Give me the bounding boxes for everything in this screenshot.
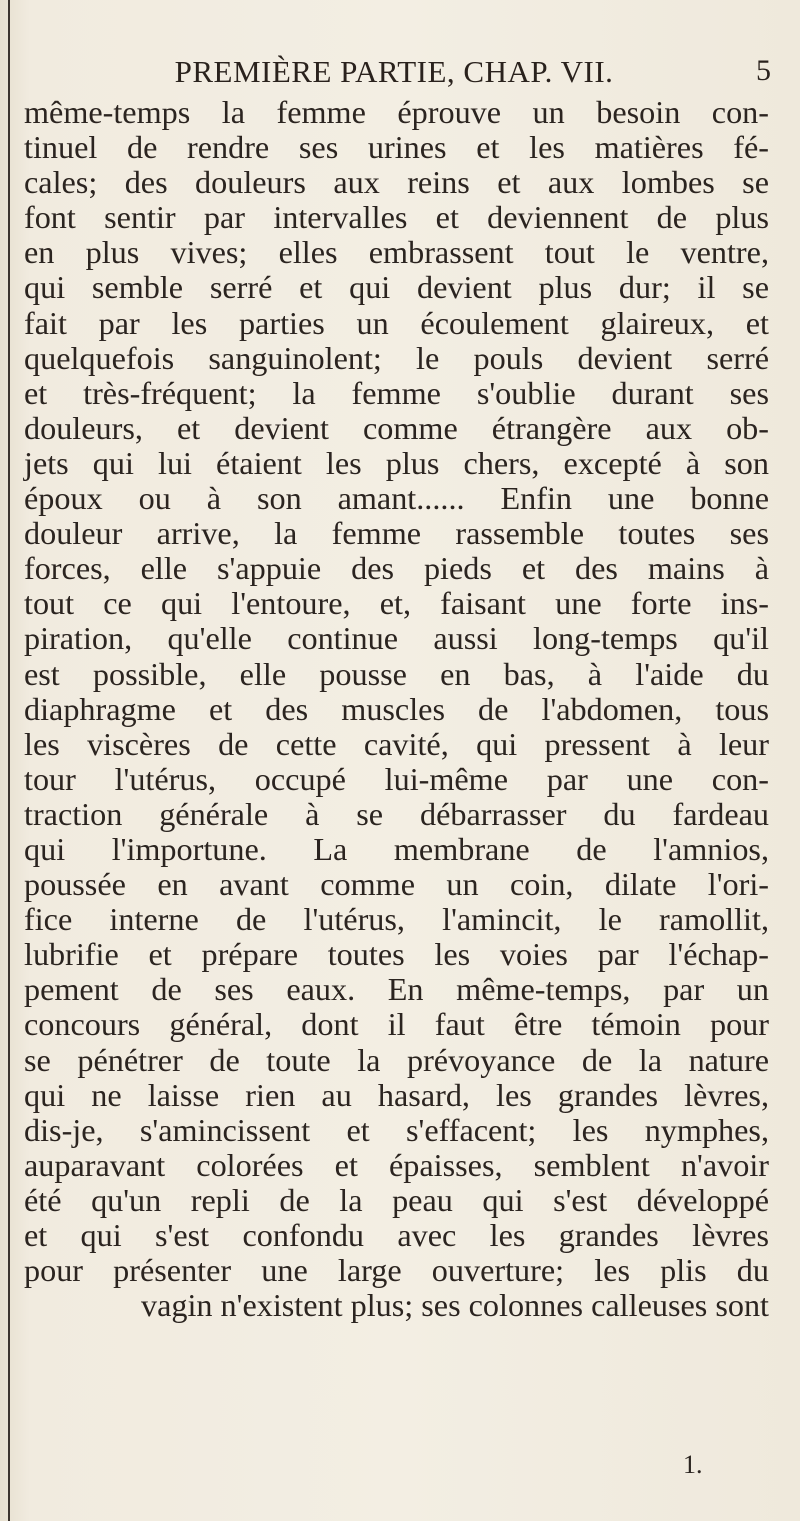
text-line: douleur arrive, la femme rassemble toutes ses (24, 515, 769, 552)
text-line: concours général, dont il faut être témoin pour (24, 1006, 769, 1043)
text-line: vagin n'existent plus; ses colonnes calleuses sont (141, 1287, 769, 1324)
text-line: auparavant colorées et épaisses, semblent n'avoir (24, 1146, 769, 1183)
text-line: en plus vives; elles embrassent tout le ventre, (24, 234, 769, 271)
text-line: été qu'un repli de la peau qui s'est développé (24, 1181, 769, 1218)
text-line: traction générale à se débarrasser du fardeau (24, 795, 769, 832)
text-line: piration, qu'elle continue aussi long-temps qu'il (24, 620, 769, 657)
text-line: pour présenter une large ouverture; les plis du (24, 1252, 769, 1289)
text-line: se pénétrer de toute la prévoyance de la nature (24, 1041, 769, 1078)
text-line: cales; des douleurs aux reins et aux lombes se (24, 164, 769, 201)
text-line: jets qui lui étaient les plus chers, excepté à son (24, 444, 769, 481)
text-line: douleurs, et devient comme étrangère aux ob- (24, 409, 769, 446)
text-line: diaphragme et des muscles de l'abdomen, tous (24, 690, 769, 727)
text-line: dis-je, s'amincissent et s'effacent; les nymphes, (24, 1111, 769, 1148)
text-line: même-temps la femme éprouve un besoin con- (24, 94, 769, 130)
page-number: 5 (756, 54, 771, 87)
text-line: poussée en avant comme un coin, dilate l'ori- (24, 866, 769, 903)
text-line: les viscères de cette cavité, qui pressent à leur (24, 725, 769, 762)
text-line: tinuel de rendre ses urines et les matières fé- (24, 129, 769, 166)
text-line: qui l'importune. La membrane de l'amnios, (24, 830, 769, 867)
page-edge-rule (8, 0, 10, 1521)
text-line: qui ne laisse rien au hasard, les grandes lèvres, (24, 1076, 769, 1113)
text-line: tout ce qui l'entoure, et, faisant une forte ins- (24, 585, 769, 622)
text-line: et très-fréquent; la femme s'oublie durant ses (24, 374, 769, 411)
text-line: font sentir par intervalles et deviennent de plus (24, 199, 769, 236)
text-line: fait par les parties un écoulement glaireux, et (24, 304, 769, 341)
text-line: pement de ses eaux. En même-temps, par un (24, 971, 769, 1008)
text-line: est possible, elle pousse en bas, à l'aide du (24, 655, 769, 692)
text-line: fice interne de l'utérus, l'amincit, le ramollit, (24, 901, 769, 938)
text-line: qui semble serré et qui devient plus dur; il se (24, 269, 769, 306)
body-text (24, 95, 769, 1323)
page-header (0, 54, 800, 94)
running-head: PREMIÈRE PARTIE, CHAP. VII. (174, 54, 614, 89)
text-line: lubrifie et prépare toutes les voies par l'échap- (24, 936, 769, 973)
text-line: forces, elle s'appuie des pieds et des mains à (24, 550, 769, 587)
text-line: tour l'utérus, occupé lui-même par une con- (24, 760, 769, 797)
text-line: et qui s'est confondu avec les grandes lèvres (24, 1217, 769, 1253)
text-line: quelquefois sanguinolent; le pouls devient serré (24, 339, 769, 376)
text-line: époux ou à son amant...... Enfin une bonne (24, 480, 769, 517)
signature-mark: 1. (683, 1450, 703, 1479)
